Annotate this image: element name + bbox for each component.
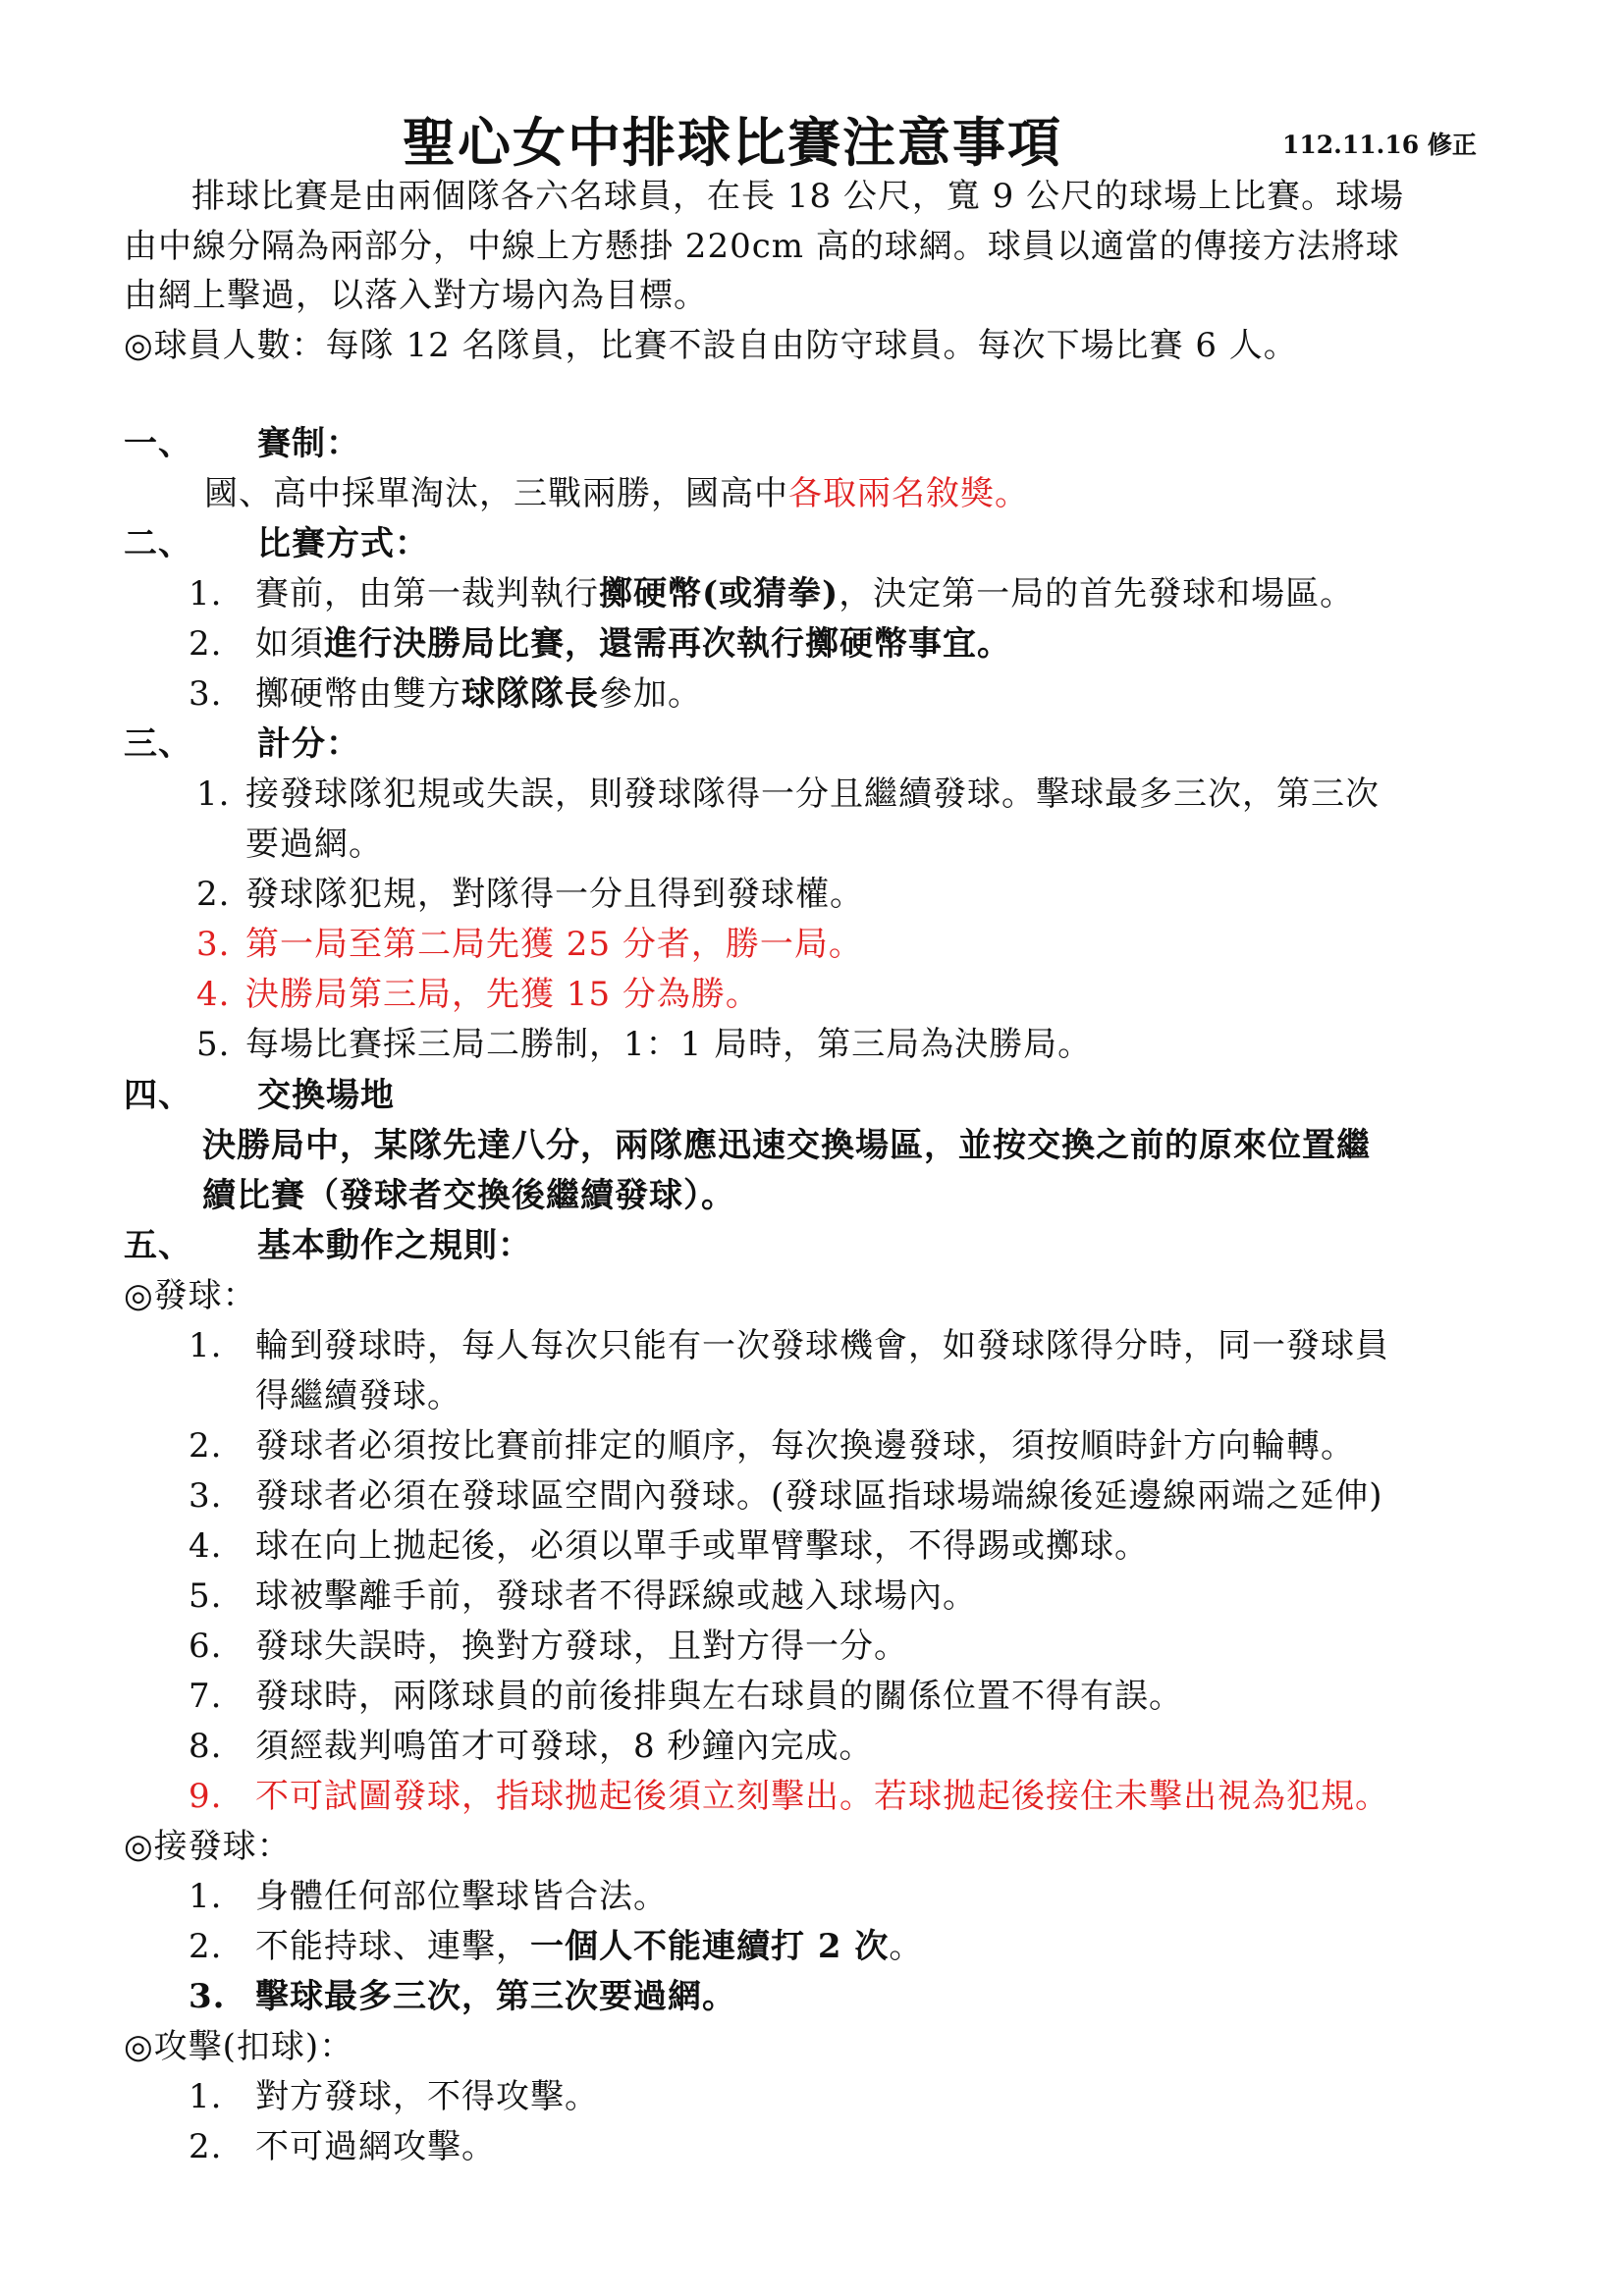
- list-number: 3.: [189, 674, 223, 714]
- item-text: 每場比賽採三局二勝制，1：1 局時，第三局為決勝局。: [245, 1025, 1093, 1064]
- list-number: 4.: [189, 1526, 223, 1566]
- list-number: 2.: [189, 624, 223, 664]
- item-text: 參加。: [599, 674, 702, 714]
- section-1-number: 一、: [124, 424, 192, 463]
- list-number: 3.: [189, 1476, 223, 1516]
- serve-heading: ◎發球：: [124, 1276, 257, 1315]
- item-text: 賽前，由第一裁判執行: [255, 574, 599, 614]
- section-2-title: 比賽方式：: [257, 524, 429, 563]
- intro-line-1: 排球比賽是由兩個隊各六名球員，在長 18 公尺，寬 9 公尺的球場上比賽。球場: [191, 177, 1405, 216]
- item-text: 決勝局第三局，先獲 15 分為勝。: [245, 975, 760, 1014]
- intro-line-2: 由中線分隔為兩部分，中線上方懸掛 220cm 高的球網。球員以適當的傳接方法將球: [124, 227, 1400, 266]
- item-text: 不可過網攻擊。: [255, 2127, 496, 2166]
- item-text: 不能持球、連擊，: [255, 1927, 530, 1966]
- list-number: 1.: [189, 574, 223, 614]
- section-4-body-line-1: 決勝局中，某隊先達八分，兩隊應迅速交換場區，並按交換之前的原來位置繼: [202, 1126, 1371, 1165]
- item-text: 。: [889, 1927, 924, 1966]
- item-text: 身體任何部位擊球皆合法。: [255, 1877, 668, 1916]
- section-2-number: 二、: [124, 524, 192, 563]
- section-3-title: 計分：: [257, 724, 360, 764]
- item-text-bold: 球隊隊長: [461, 674, 599, 714]
- item-text: 擲硬幣由雙方: [255, 674, 461, 714]
- item-text-bold: 進行決勝局比賽，還需再次執行擲硬幣事宜。: [324, 624, 1011, 664]
- list-number: 1.: [196, 774, 231, 814]
- item-text: 對方發球，不得攻擊。: [255, 2077, 599, 2116]
- list-number: 5.: [196, 1025, 231, 1064]
- section-1-body-text: 國、高中採單淘汰，三戰兩勝，國高中: [204, 474, 788, 513]
- intro-line-3: 由網上擊過，以落入對方場內為目標。: [124, 276, 708, 315]
- list-number: 3.: [196, 925, 231, 964]
- section-1-body-highlight: 各取兩名敘獎。: [788, 474, 1029, 513]
- serve-item-1-cont: 得繼續發球。: [255, 1376, 461, 1415]
- item-text: 球在向上拋起後，必須以單手或單臂擊球，不得踢或擲球。: [255, 1526, 1149, 1566]
- item-text-bold: 一個人不能連續打 2 次: [530, 1927, 890, 1966]
- item-text: 第一局至第二局先獲 25 分者，勝一局。: [245, 925, 863, 964]
- list-number: 7.: [189, 1677, 223, 1716]
- section-4-body-line-2: 續比賽（發球者交換後繼續發球）。: [202, 1176, 735, 1215]
- item-text: 須經裁判鳴笛才可發球，8 秒鐘內完成。: [255, 1727, 874, 1766]
- item-text: ，決定第一局的首先發球和場區。: [839, 574, 1355, 614]
- list-number: 2.: [189, 2127, 223, 2166]
- section-1-title: 賽制：: [257, 424, 360, 463]
- list-number: 2.: [196, 875, 231, 914]
- list-number: 6.: [189, 1627, 223, 1666]
- item-text: 如須: [255, 624, 324, 664]
- item-text: 球被擊離手前，發球者不得踩線或越入球場內。: [255, 1576, 977, 1616]
- list-number: 1.: [189, 1326, 223, 1365]
- section-4-title: 交換場地: [257, 1076, 395, 1115]
- list-number: 5.: [189, 1576, 223, 1616]
- section-4-number: 四、: [124, 1076, 192, 1115]
- item-text: 發球隊犯規，對隊得一分且得到發球權。: [245, 875, 864, 914]
- revision-date: 112.11.16 修正: [1282, 131, 1477, 159]
- section-5-number: 五、: [124, 1226, 192, 1265]
- item-text: 發球者必須在發球區空間內發球。(發球區指球場端線後延邊線兩端之延伸): [255, 1476, 1383, 1516]
- section-5-title: 基本動作之規則：: [257, 1226, 532, 1265]
- list-number: 9.: [189, 1777, 223, 1816]
- item-text: 發球時，兩隊球員的前後排與左右球員的關係位置不得有誤。: [255, 1677, 1183, 1716]
- section-3-number: 三、: [124, 724, 192, 764]
- attack-heading: ◎攻擊(扣球)：: [124, 2027, 354, 2066]
- item-text: 擊球最多三次，第三次要過網。: [255, 1977, 736, 2016]
- section-1-body: [204, 470, 1029, 517]
- list-number: 1.: [189, 1877, 223, 1916]
- list-number: 4.: [196, 975, 231, 1014]
- receive-heading: ◎接發球：: [124, 1827, 292, 1866]
- item-text: 發球者必須按比賽前排定的順序，每次換邊發球，須按順時針方向輪轉。: [255, 1426, 1355, 1466]
- list-number: 1.: [189, 2077, 223, 2116]
- list-number: 2.: [189, 1927, 223, 1966]
- item-text: 接發球隊犯規或失誤，則發球隊得一分且繼續發球。擊球最多三次，第三次: [245, 774, 1380, 814]
- player-count-note: ◎球員人數：每隊 12 名隊員，比賽不設自由防守球員。每次下場比賽 6 人。: [124, 326, 1298, 365]
- item-text: 不可試圖發球，指球拋起後須立刻擊出。若球拋起後接住未擊出視為犯規。: [255, 1777, 1389, 1816]
- list-number: 3.: [189, 1977, 226, 2016]
- list-number: 2.: [189, 1426, 223, 1466]
- list-number: 8.: [189, 1727, 223, 1766]
- section-3-item-1-cont: 要過網。: [245, 825, 383, 864]
- document-title: 聖心女中排球比賽注意事項: [403, 112, 1062, 174]
- item-text: 輪到發球時，每人每次只能有一次發球機會，如發球隊得分時，同一發球員: [255, 1326, 1389, 1365]
- item-text: 發球失誤時，換對方發球，且對方得一分。: [255, 1627, 908, 1666]
- item-text-bold: 擲硬幣(或猜拳): [599, 574, 839, 614]
